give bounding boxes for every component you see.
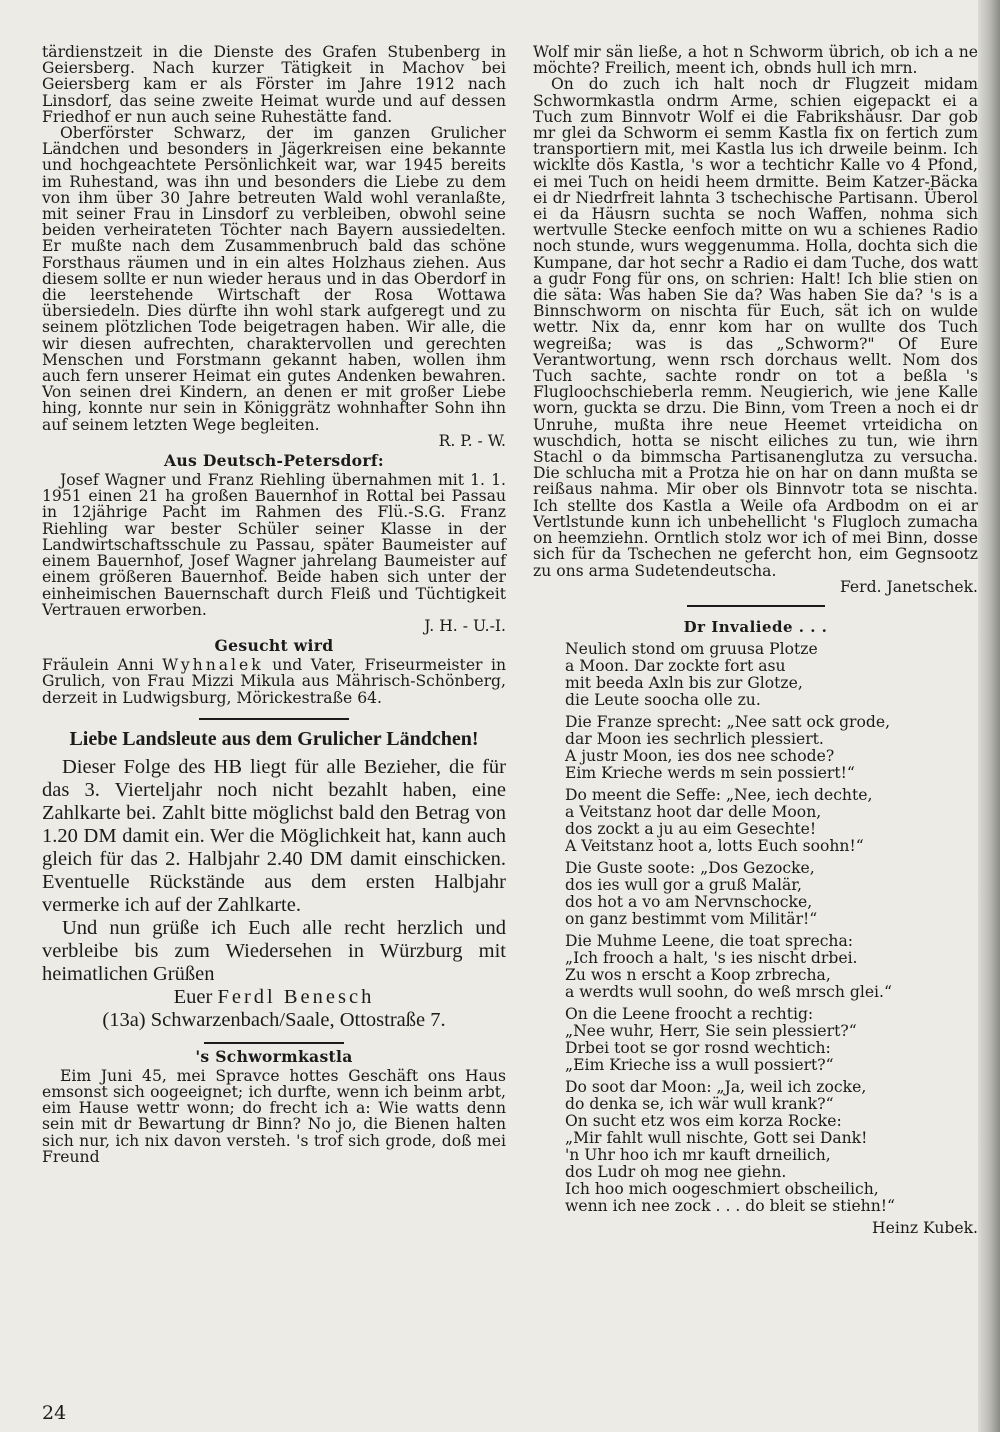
poem-line: Zu wos n erscht a Koop zrbrecha, — [565, 965, 831, 984]
obituary-signature: R. P. - W. — [438, 431, 506, 450]
poem-line: Die Guste soote: „Dos Gezocke, — [565, 858, 815, 877]
poem-line: dar Moon ies sechrlich plessiert. — [565, 729, 824, 748]
poem-stanza — [565, 1006, 978, 1074]
poem — [533, 641, 978, 1215]
poem-stanza — [565, 641, 978, 709]
poem-line: wenn ich nee zock . . . do bleit se stiehn!“ — [565, 1196, 896, 1215]
poem-line: On die Leene froocht a rechtig: — [565, 1004, 814, 1023]
gesucht-text-post: und Vater, Friseurmeister in Grulich, von Frau Mizzi Mikula aus Mährisch-Schönberg, derzeit in Ludwigsburg, Mörickestraße 64. — [42, 656, 507, 707]
poem-line: dos hot a vo am Nervnschocke, — [565, 892, 813, 911]
divider-rule — [199, 718, 349, 720]
poem-line: do denka se, ich wär wull krank?“ — [565, 1094, 834, 1113]
poem-line: Do soot dar Moon: „Ja, weil ich zocke, — [565, 1077, 867, 1096]
page-number: 24 — [42, 1402, 67, 1424]
poem-line: „Mir fahlt wull nischte, Gott sei Dank! — [565, 1128, 868, 1147]
notice-paragraph: Dieser Folge des HB liegt für alle Bezieher, die für das 3. Vierteljahr noch nicht bezahlt haben, eine Zahlkarte bei. Zahlt bitte möglichst bald den Betrag von 1.20 DM damit ein. Wer die Möglichkeit hat, kann auch gleich für das 2. Halbjahr 2.40 DM damit einschicken. Eventuelle Rückstände aus dem ersten Halbjahr vermerke ich auf der Zahlkarte. — [42, 755, 506, 916]
poem-line: a Moon. Dar zockte fort asu — [565, 656, 786, 675]
poem-line: Die Muhme Leene, die toat sprecha: — [565, 931, 854, 950]
story-heading: 's Schwormkastla — [195, 1046, 353, 1066]
poem-author: Heinz Kubek. — [872, 1218, 978, 1237]
poem-line: On sucht etz wos eim korza Rocke: — [565, 1111, 842, 1130]
poem-line: Drbei toot se gor rosnd wechtich: — [565, 1038, 831, 1057]
poem-line: Neulich stond om gruusa Plotze — [565, 639, 818, 658]
petersdorf-paragraph: Josef Wagner und Franz Riehling übernahmen mit 1. 1. 1951 einen 21 ha großen Bauernhof in Rottal bei Passau in 12jährige Pacht im Rahmen des Flü.-S.G. Franz Riehling war bester Schüler seiner Klasse in der Landwirtschaftsschule zu Passau, später Baumeister auf einem Bauernhof, Josef Wagner jahrelang Baumeister auf einem größeren Bauernhof. Beide haben sich unter der einheimischen Bauernschaft durch Fleiß und Tüchtigkeit Vertrauen erworben. — [42, 471, 506, 619]
notice-signature-pre: Euer — [173, 985, 218, 1008]
poem-title: Dr Invaliede . . . — [683, 617, 828, 636]
divider-rule — [204, 1042, 344, 1044]
poem-line: A justr Moon, ies dos nee schode? — [565, 746, 835, 765]
story-paragraph: Eim Juni 45, mei Spravce hottes Geschäft ons Haus emsonst sich oogeeignet; ich durfte, wenn ich beinm arbt, eim Hause wettr wonn; do frecht ich a: Wie watts denn sein mit dr Bewartung dr Binn? No jo, die Bienen halten sich nur, ich nix davon versteh. 's trof sich grode, doß mei Freund — [42, 1066, 506, 1166]
poem-stanza — [565, 787, 978, 855]
poem-line: 'n Uhr hoo ich mr kauft drneilich, — [565, 1145, 831, 1164]
gesucht-text-pre: Fräulein Anni — [42, 656, 163, 675]
adjacent-page-edge — [978, 0, 1000, 1432]
poem-line: dos ies wull gor a gruß Malär, — [565, 875, 802, 894]
left-column — [42, 44, 506, 1165]
section-heading-gesucht: Gesucht wird — [214, 636, 334, 656]
poem-line: „Ich frooch a halt, 's ies nischt drbei. — [565, 948, 858, 967]
poem-line: „Nee wuhr, Herr, Sie sein plessiert?“ — [565, 1021, 857, 1040]
notice-title: Liebe Landsleute aus dem Grulicher Ländchen! — [69, 727, 479, 750]
poem-line: die Leute soocha olle zu. — [565, 690, 761, 709]
poem-line: Do meent die Seffe: „Nee, iech dechte, — [565, 785, 873, 804]
petersdorf-signature: J. H. - U.-I. — [424, 616, 506, 635]
story-paragraph: Wolf mir sän ließe, a hot n Schworm übrich, ob ich a ne möchte? Freilich, meent ich, obnds hull ich mrn. — [533, 43, 978, 78]
obituary-paragraph: tärdienstzeit in die Dienste des Grafen Stubenberg in Geiersberg. Nach kurzer Tätigkeit in Machov bei Geiersberg kam er als Förster im Jahre 1912 nach Linsdorf, das seine zweite Heimat wurde und auf dessen Friedhof er nun auch seine Ruhestätte fand. — [42, 43, 506, 126]
notice-signature-address: (13a) Schwarzenbach/Saale, Ottostraße 7. — [102, 1008, 446, 1031]
notice-paragraph: Und nun grüße ich Euch alle recht herzlich und verbleibe bis zum Wiedersehen in Würzburg mit heimatlichen Grüßen — [42, 916, 506, 985]
story-signature: Ferd. Janetschek. — [839, 577, 978, 596]
story-paragraph: On do zuch ich halt noch dr Flugzeit midam Schwormkastla ondrm Arme, schien eigepackt ei a Tuch zum Binnvotr Wolf ei die Fabrikshäusr. Dar gob mr glei da Schworm ei semm Kastla fix on fertich zum transportiern mit, mei Kastla lus ich drweile beinm. Ich wicklte dös Kastla, 's wor a techtichr Kalle vo 4 Pfond, ei mei Tuch on heidi heem drmitte. Beim Katzer-Bäcka ei dr Niedrfreit lahnta 3 tschechische Partisann. Überol ei da Häusrn suchta se noch Waffen, nohma sich wertvulle Stecke eenfoch mitte on wu a schienes Radio noch stunde, wurs weggenumma. Holla, dochta sich die Kumpane, dar hot sechr a Radio ei dam Tuche, dos watt a gudr Fong für ons, on schrien: Halt! Ich blie stien on die säta: Was haben Sie da? Was haben Sie da? 's is a Binnschworm on nischta für Euch, sät ich on wulde wettr. Nix da, ennr kom har on wullte dos Tuch wegreißa; was is das „Schworm?" Of Eure Verantwortung, wenn rsch dorchaus wellt. Nom dos Tuch sachte, sachte rondr on tot a beßla 's Flugloochschieberla remm. Neugierich, wie jene Kalle worn, guckta se drzu. Die Binn, vom Treen a noch ei dr Unruhe, mußta ihre neue Heemet vrteidicha on wuschdich, hotta se nischt eiliches zu tun, wie ihrn Stachl o da bimmscha Partisanenglutza zu versucha. Die schlucha mit a Protza hie on har on dann mußta se reißaus nahma. Mir ober ols Binnvotr tota se nischta. Ich stellte dos Kastla a Weile ofa Ardbodm on ei ar Vertlstunde kunn ich unbehellicht 's Flugloch zumacha on heemziehn. Orntlich stolz wor ich of mei Binn, dosse sich für da Tschechen ne gefercht hon, eim Gegnsootz zu ons arma Sudetendeutscha. — [533, 75, 978, 580]
poem-stanza — [565, 860, 978, 928]
gesucht-name: Wyhnalek — [162, 656, 264, 675]
poem-stanza — [565, 933, 978, 1001]
gesucht-paragraph — [42, 657, 506, 706]
poem-line: dos zockt a ju au eim Gesechte! — [565, 819, 817, 838]
poem-line: Ich hoo mich oogeschmiert obscheilich, — [565, 1179, 879, 1198]
notice-signature-name — [42, 986, 506, 1009]
right-column — [533, 44, 978, 1237]
poem-line: A Veitstanz hoot a, lotts Euch soohn!“ — [565, 836, 864, 855]
poem-line: dos Ludr oh mog nee giehn. — [565, 1162, 787, 1181]
poem-line: Eim Krieche werds m sein possiert!“ — [565, 763, 855, 782]
notice-signature-person: Ferdl Benesch — [217, 985, 375, 1008]
section-heading-petersdorf: Aus Deutsch-Petersdorf: — [164, 451, 384, 471]
divider-rule — [687, 605, 825, 607]
poem-line: mit beeda Axln bis zur Glotze, — [565, 673, 803, 692]
poem-line: on ganz bestimmt vom Militär!“ — [565, 909, 818, 928]
poem-line: a Veitstanz hoot dar delle Moon, — [565, 802, 822, 821]
poem-line: a werdts wull soohn, do weß mrsch glei.“ — [565, 982, 892, 1001]
obituary-paragraph: Oberförster Schwarz, der im ganzen Grulicher Ländchen und besonders in Jägerkreisen eine bekannte und hochgeachtete Persönlichkeit war, war 1945 bereits im Ruhestand, was ihn und besonders die Liebe zu dem von ihm über 30 Jahre betreuten Wald wohl veranlaßte, mit seiner Frau in Linsdorf zu verbleiben, obwohl seine beiden verheirateten Töchter nach Bayern aussiedelten. Er mußte nach dem Zusammenbruch bald das schöne Forsthaus räumen und in ein altes Holzhaus ziehen. Aus diesem sollte er nun wieder heraus und in das Oberdorf in die leerstehende Wirtschaft der Rosa Wottawa übersiedeln. Dies dürfte ihn wohl stark aufgeregt und zu seinem plötzlichen Tode beigetragen haben. Wir alle, die wir diesen aufrechten, charaktervollen und gerechten Menschen und Forstmann gekannt haben, wollen ihm auch fern unserer Heimat ein gutes Andenken bewahren. Von seinen drei Kindern, an denen er mit großer Liebe hing, konnte nur sein in Königgrätz wohnhafter Sohn ihn auf seinem letzten Wege begleiten. — [42, 124, 506, 434]
poem-stanza — [565, 1079, 978, 1215]
poem-line: Die Franze sprecht: „Nee satt ock grode, — [565, 712, 891, 731]
poem-stanza — [565, 714, 978, 782]
poem-line: „Eim Krieche iss a wull possiert?“ — [565, 1055, 834, 1074]
